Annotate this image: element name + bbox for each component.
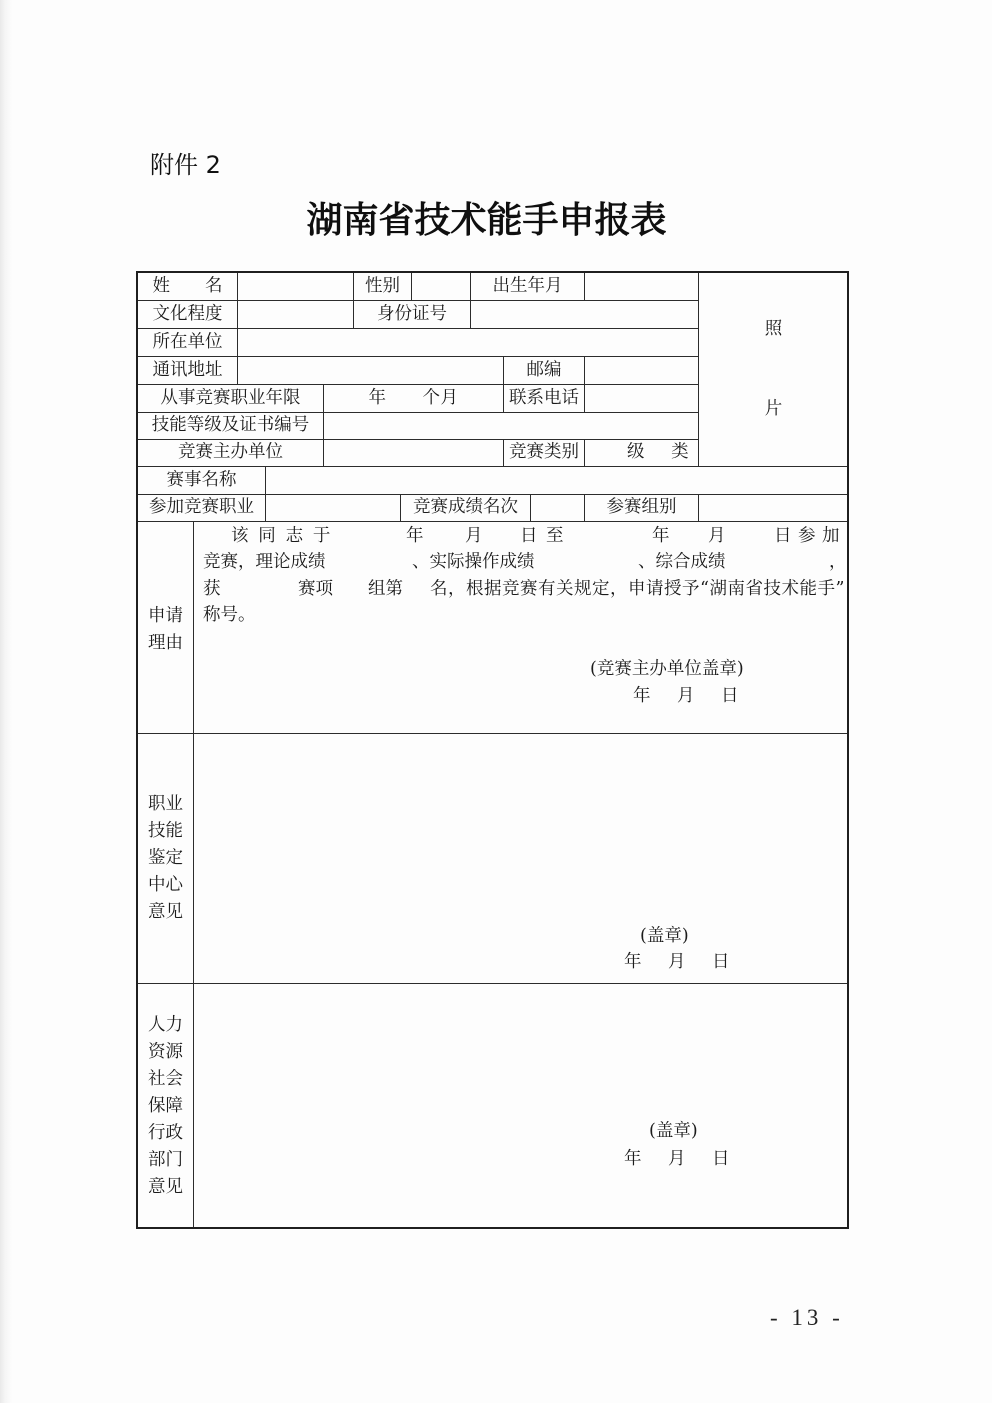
skill-center-label-line: 鉴定 (148, 848, 183, 868)
reason-text-segment: 名，根据竞赛有关规定，申请授予“湖南省技术能手” (430, 579, 845, 599)
address-label: 通讯地址 (137, 356, 238, 385)
birth-date-field (584, 272, 699, 301)
organizer-label: 竞赛主办单位 (137, 439, 324, 467)
form-title: 湖南省技术能手申报表 (306, 199, 667, 241)
reason-text-segment: 日参加 (774, 526, 846, 546)
application-reason-label (137, 521, 194, 734)
hr-label-line: 社会 (148, 1068, 183, 1089)
skill-center-seal-note: (盖章) (640, 926, 689, 946)
skill-level-cert-label: 技能等级及证书编号 (137, 412, 324, 440)
education-field (237, 300, 354, 329)
reason-text-segment: 日至 (520, 526, 572, 546)
gender-label: 性别 (353, 272, 412, 301)
hr-label-line: 部门 (148, 1149, 183, 1170)
photo-box (698, 272, 849, 467)
skill-center-label-line: 意见 (148, 902, 183, 922)
organizer-sign-date: 年 月 日 (633, 686, 743, 706)
hr-seal-note: (盖章) (649, 1121, 698, 1141)
phone-field (584, 384, 699, 413)
skill-center-opinion-label (137, 733, 194, 984)
photo-label-top: 照 (764, 319, 783, 339)
occupation-field (265, 494, 401, 522)
reason-text-segment: ， (829, 552, 847, 572)
hr-department-opinion-label (137, 983, 194, 1229)
ranking-field (530, 494, 585, 522)
group-field (698, 494, 849, 522)
ranking-label: 竞赛成绩名次 (400, 494, 531, 522)
event-name-field (265, 466, 849, 495)
category-label: 竞赛类别 (503, 439, 585, 467)
hr-label-line: 行政 (148, 1122, 183, 1143)
hr-label-line: 资源 (148, 1041, 183, 1062)
employer-field (237, 328, 699, 357)
hr-label-line: 人力 (148, 1014, 183, 1035)
birth-date-label: 出生年月 (470, 272, 585, 301)
reason-text-segment: 获 (203, 579, 221, 599)
competition-years-label: 从事竞赛职业年限 (137, 384, 324, 413)
reason-text-segment: 、综合成绩 (638, 552, 726, 572)
occupation-label: 参加竞赛职业 (137, 494, 266, 522)
employer-label: 所在单位 (137, 328, 238, 357)
name-label: 姓 名 (137, 272, 238, 301)
postcode-label: 邮编 (503, 356, 585, 385)
postcode-field (584, 356, 699, 385)
page-number: - 13 - (770, 1305, 844, 1330)
skill-center-label-line: 中心 (148, 875, 183, 895)
reason-label-line: 理由 (148, 632, 183, 653)
phone-label: 联系电话 (503, 384, 585, 413)
organizer-field (323, 439, 504, 467)
organizer-seal-note: (竞赛主办单位盖章) (590, 659, 744, 679)
competition-years-field: 年 个月 (323, 384, 504, 413)
address-field (237, 356, 504, 385)
reason-text-segment: 年 (406, 526, 424, 546)
reason-text-segment: 该同志于 (231, 526, 341, 546)
photo-label-bottom: 片 (764, 399, 783, 419)
attachment-label: 附件 2 (150, 151, 221, 179)
skill-center-opinion-content (193, 733, 849, 984)
education-label: 文化程度 (137, 300, 238, 329)
gender-field (411, 272, 471, 301)
hr-department-opinion-content (193, 983, 849, 1229)
skill-center-label-line: 职业 (148, 794, 183, 814)
hr-label-line: 意见 (148, 1176, 183, 1197)
reason-text-segment: 月 (708, 526, 726, 546)
reason-text-segment: 组第 (368, 579, 403, 599)
reason-text-segment: 年 (652, 526, 670, 546)
reason-text-segment: 竞赛，理论成绩 (203, 552, 326, 572)
skill-center-label-line: 技能 (148, 821, 183, 841)
reason-text-segment: 月 (465, 526, 483, 546)
group-label: 参赛组别 (584, 494, 699, 522)
reason-text-segment: 、实际操作成绩 (412, 552, 535, 572)
event-name-label: 赛事名称 (137, 466, 266, 495)
skill-level-cert-field (323, 412, 699, 440)
id-number-label: 身份证号 (353, 300, 471, 329)
application-reason-content (193, 521, 849, 734)
reason-text-segment: 赛项 (298, 579, 333, 599)
hr-sign-date: 年 月 日 (624, 1149, 734, 1169)
skill-center-sign-date: 年 月 日 (624, 952, 734, 972)
reason-label-line: 申请 (148, 605, 183, 626)
category-field: 级 类 (584, 439, 699, 467)
reason-text-segment: 称号。 (203, 605, 256, 625)
hr-label-line: 保障 (148, 1095, 183, 1116)
name-field (237, 272, 354, 301)
id-number-field (470, 300, 699, 329)
